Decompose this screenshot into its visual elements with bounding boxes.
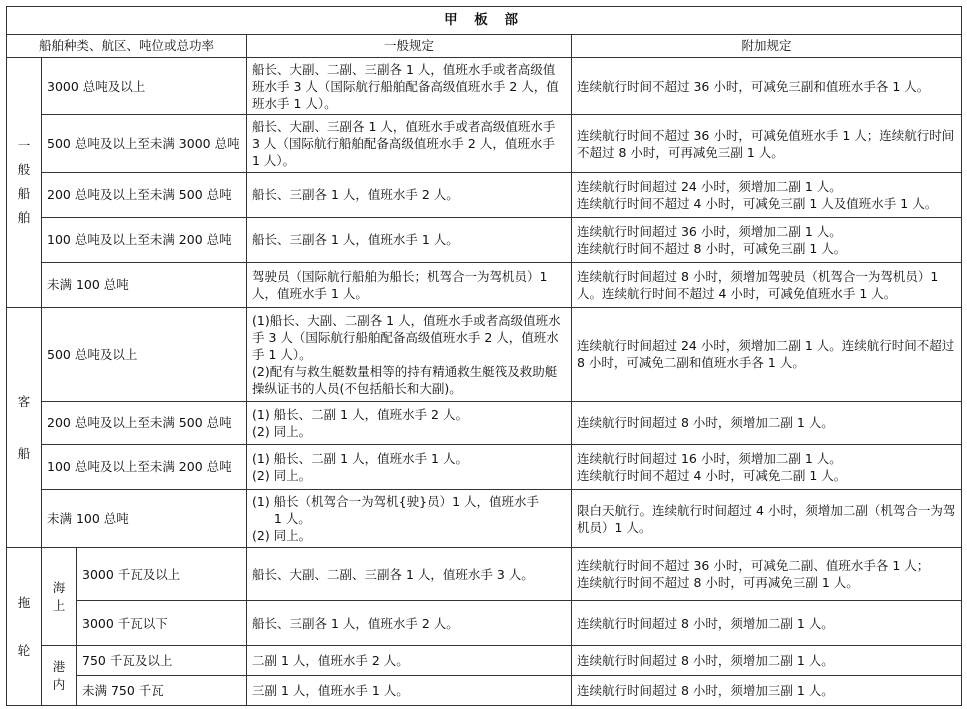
row-general: 三副 1 人，值班水手 1 人。 — [247, 676, 572, 706]
row-size: 500 总吨及以上至未满 3000 总吨 — [42, 115, 247, 172]
table-title: 甲 板 部 — [7, 7, 962, 35]
row-size: 3000 千瓦以下 — [77, 601, 247, 646]
group-tug-port-label: 港内 — [52, 658, 66, 692]
group-tug-sea-label: 海上 — [52, 579, 66, 613]
group-tug-label: 拖轮 — [17, 594, 31, 658]
group-tug-port — [42, 646, 77, 706]
additional-line: 连续航行时间超过 16 小时，须增加二副 1 人。 — [577, 450, 842, 466]
row-additional: 连续航行时间超过 8 小时，须增加驾驶员（机驾合一为驾机员）1 人。连续航行时间不超过 4 小时，可减免值班水手 1 人。 — [572, 262, 962, 307]
row-general: 船长、大副、二副、三副各 1 人，值班水手 3 人。 — [247, 548, 572, 601]
row-additional — [572, 444, 962, 489]
row-general: 船长、大副、三副各 1 人，值班水手或者高级值班水手 3 人（国际航行船舶配备高级值班水手 2 人，值班水手 1 人）。 — [247, 115, 572, 172]
row-additional: 连续航行时间超过 8 小时，须增加二副 1 人。 — [572, 601, 962, 646]
general-line: (2)配有与救生艇数量相等的持有精通救生艇筏及救助艇操纵证书的人员(不包括船长和大副)。 — [252, 363, 558, 396]
general-line: (2) 同上。 — [252, 528, 312, 544]
row-additional: 限白天航行。连续航行时间超过 4 小时，须增加二副（机驾合一为驾机员）1 人。 — [572, 489, 962, 547]
row-general: 船长、三副各 1 人，值班水手 2 人。 — [247, 172, 572, 217]
row-additional: 连续航行时间不超过 36 小时，可减免值班水手 1 人；连续航行时间不超过 8 小时，可再减免三副 1 人。 — [572, 115, 962, 172]
header-general: 一般规定 — [247, 34, 572, 58]
additional-line: 连续航行时间不超过 8 小时，可减免三副 1 人。 — [577, 240, 847, 256]
row-general: 船长、三副各 1 人，值班水手 2 人。 — [247, 601, 572, 646]
group-tug-sea — [42, 548, 77, 646]
group-tug — [7, 548, 42, 706]
row-size: 200 总吨及以上至未满 500 总吨 — [42, 401, 247, 444]
group-general-ship-label: 一般船舶 — [17, 138, 31, 226]
row-additional — [572, 172, 962, 217]
row-size: 未满 750 千瓦 — [77, 676, 247, 706]
header-additional: 附加规定 — [572, 34, 962, 58]
row-size: 750 千瓦及以上 — [77, 646, 247, 676]
deck-department-manning-table — [6, 6, 962, 706]
row-general — [247, 401, 572, 444]
row-general: 船长、大副、二副、三副各 1 人，值班水手或者高级值班水手 3 人（国际航行船舶配备高级值班水手 2 人，值班水手 1 人）。 — [247, 58, 572, 115]
row-size: 200 总吨及以上至未满 500 总吨 — [42, 172, 247, 217]
row-size: 100 总吨及以上至未满 200 总吨 — [42, 217, 247, 262]
row-additional: 连续航行时间超过 8 小时，须增加二副 1 人。 — [572, 401, 962, 444]
row-general — [247, 444, 572, 489]
row-additional: 连续航行时间超过 8 小时，须增加二副 1 人。 — [572, 646, 962, 676]
row-additional: 连续航行时间超过 24 小时，须增加二副 1 人。连续航行时间不超过 8 小时，可减免二副和值班水手各 1 人。 — [572, 307, 962, 401]
additional-line: 连续航行时间不超过 8 小时，可再减免三副 1 人。 — [577, 575, 859, 591]
additional-line: 连续航行时间不超过 36 小时，可减免二副、值班水手各 1 人； — [577, 558, 930, 574]
row-additional: 连续航行时间超过 8 小时，须增加三副 1 人。 — [572, 676, 962, 706]
group-general-ship — [7, 58, 42, 308]
general-line: (2) 同上。 — [252, 467, 312, 483]
header-category: 船舶种类、航区、吨位或总功率 — [7, 34, 247, 58]
row-size: 未满 100 总吨 — [42, 262, 247, 307]
group-passenger-label: 客船 — [17, 393, 31, 461]
general-line: (2) 同上。 — [252, 423, 312, 439]
row-additional — [572, 548, 962, 601]
general-line: (1)船长、大副、二副各 1 人，值班水手或者高级值班水手 3 人（国际航行船舶配备高级值班水手 2 人，值班水手 1 人）。 — [252, 312, 561, 362]
row-size: 未满 100 总吨 — [42, 489, 247, 547]
additional-line: 连续航行时间不超过 4 小时，可减免二副 1 人。 — [577, 467, 847, 483]
row-additional: 连续航行时间不超过 36 小时，可减免三副和值班水手各 1 人。 — [572, 58, 962, 115]
general-line: (1) 船长、二副 1 人，值班水手 2 人。 — [252, 406, 468, 422]
general-line: (1) 船长、二副 1 人，值班水手 1 人。 — [252, 450, 468, 466]
general-line: (1) 船长（机驾合一为驾机{驶}员）1 人，值班水手 — [252, 494, 540, 510]
general-line: 1 人。 — [273, 511, 311, 527]
row-general: 二副 1 人，值班水手 2 人。 — [247, 646, 572, 676]
row-additional — [572, 217, 962, 262]
row-general: 驾驶员（国际航行船舶为船长；机驾合一为驾机员）1 人，值班水手 1 人。 — [247, 262, 572, 307]
row-size: 3000 千瓦及以上 — [77, 548, 247, 601]
row-general — [247, 307, 572, 401]
additional-line: 连续航行时间不超过 4 小时，可减免三副 1 人及值班水手 1 人。 — [577, 195, 938, 211]
row-size: 3000 总吨及以上 — [42, 58, 247, 115]
group-passenger — [7, 307, 42, 547]
row-general — [247, 489, 572, 547]
row-size: 500 总吨及以上 — [42, 307, 247, 401]
additional-line: 连续航行时间超过 24 小时，须增加二副 1 人。 — [577, 178, 842, 194]
additional-line: 连续航行时间超过 36 小时，须增加二副 1 人。 — [577, 223, 842, 239]
row-size: 100 总吨及以上至未满 200 总吨 — [42, 444, 247, 489]
row-general: 船长、三副各 1 人，值班水手 1 人。 — [247, 217, 572, 262]
